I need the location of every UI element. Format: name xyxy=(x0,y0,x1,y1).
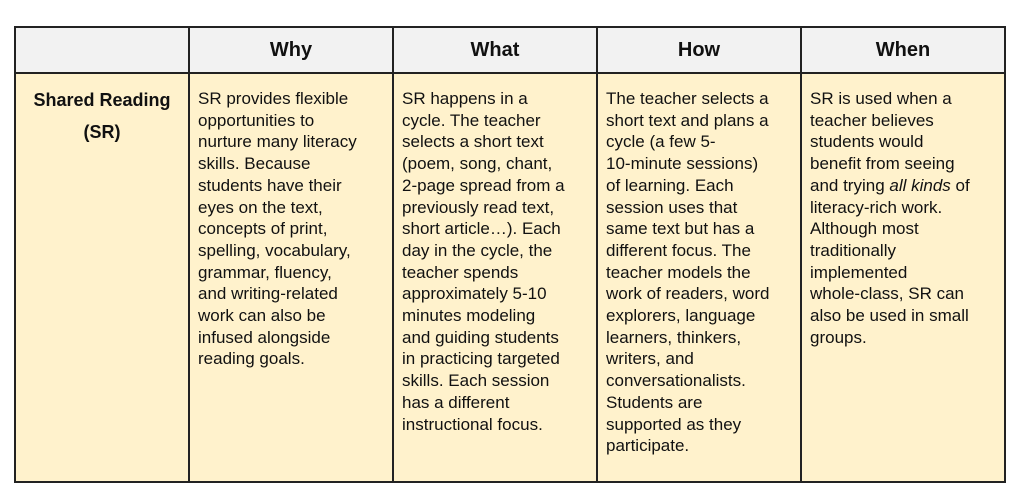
header-cell-how: How xyxy=(597,27,801,73)
what-line: previously read text, xyxy=(402,197,555,217)
what-line: in practicing targeted xyxy=(402,349,560,369)
how-line: work of readers, word xyxy=(606,284,770,304)
when-line: groups. xyxy=(810,327,867,347)
how-line: explorers, language xyxy=(606,306,756,326)
document-container xyxy=(14,26,1006,483)
what-line: minutes modeling xyxy=(402,306,536,326)
comparison-table xyxy=(14,26,1006,483)
why-line: reading goals. xyxy=(198,349,305,369)
what-line: skills. Each session xyxy=(402,371,550,391)
why-line: and writing-related xyxy=(198,284,338,304)
what-line: 2-page spread from a xyxy=(402,175,565,195)
header-cell-when: When xyxy=(801,27,1005,73)
row-header-cell xyxy=(15,73,189,482)
how-line: cycle (a few 5- xyxy=(606,132,716,152)
what-line: cycle. The teacher xyxy=(402,110,541,130)
why-cell xyxy=(189,73,393,482)
when-line: traditionally xyxy=(810,240,896,260)
what-line: teacher spends xyxy=(402,262,519,282)
why-line: skills. Because xyxy=(198,154,311,174)
why-line: opportunities to xyxy=(198,110,315,130)
row-header-line: Shared Reading xyxy=(33,90,171,110)
what-line: has a different xyxy=(402,392,510,412)
when-line: also be used in small xyxy=(810,306,969,326)
why-line: students have their xyxy=(198,175,342,195)
what-cell xyxy=(393,73,597,482)
when-line: implemented xyxy=(810,262,908,282)
why-line: eyes on the text, xyxy=(198,197,323,217)
why-line: SR provides flexible xyxy=(198,89,349,108)
how-line: short text and plans a xyxy=(606,110,769,130)
when-line: SR is used when a xyxy=(810,89,952,108)
when-line: benefit from seeing xyxy=(810,154,955,174)
header-row xyxy=(15,27,1005,73)
when-cell xyxy=(801,73,1005,482)
how-line: learners, thinkers, xyxy=(606,327,742,347)
how-line: different focus. The xyxy=(606,240,751,260)
why-line: nurture many literacy xyxy=(198,132,357,152)
header-cell-why: Why xyxy=(189,27,393,73)
how-line: of learning. Each xyxy=(606,175,734,195)
why-line: concepts of print, xyxy=(198,219,328,239)
how-line: participate. xyxy=(606,436,690,456)
row-header-line: (SR) xyxy=(83,122,121,142)
what-line: and guiding students xyxy=(402,327,559,347)
how-line: writers, and xyxy=(606,349,694,369)
when-line: whole-class, SR can xyxy=(810,284,965,304)
when-line: teacher believes xyxy=(810,110,934,130)
when-line: Although most xyxy=(810,219,919,239)
why-line: spelling, vocabulary, xyxy=(198,240,351,260)
header-cell-blank xyxy=(15,27,189,73)
how-line: session uses that xyxy=(606,197,738,217)
how-line: same text but has a xyxy=(606,219,755,239)
why-line: infused alongside xyxy=(198,327,331,347)
when-line-text: and trying xyxy=(810,175,890,195)
emphasis-text: all kinds xyxy=(889,175,951,195)
how-line: supported as they xyxy=(606,414,742,434)
when-line-text: of xyxy=(950,175,970,195)
how-cell xyxy=(597,73,801,482)
what-line: day in the cycle, the xyxy=(402,240,553,260)
what-line: approximately 5-10 xyxy=(402,284,547,304)
when-line: literacy-rich work. xyxy=(810,197,943,217)
what-line: instructional focus. xyxy=(402,414,543,434)
what-line: (poem, song, chant, xyxy=(402,154,553,174)
how-line: The teacher selects a xyxy=(606,89,769,108)
when-line: students would xyxy=(810,132,924,152)
how-line: Students are xyxy=(606,392,703,412)
header-cell-what: What xyxy=(393,27,597,73)
when-line xyxy=(810,175,996,197)
what-line: selects a short text xyxy=(402,132,544,152)
why-line: grammar, fluency, xyxy=(198,262,332,282)
what-line: SR happens in a xyxy=(402,89,528,108)
what-line: short article…). Each xyxy=(402,219,561,239)
why-line: work can also be xyxy=(198,306,326,326)
how-line: teacher models the xyxy=(606,262,751,282)
how-line: 10-minute sessions) xyxy=(606,154,759,174)
table-row xyxy=(15,73,1005,482)
how-line: conversationalists. xyxy=(606,371,746,391)
